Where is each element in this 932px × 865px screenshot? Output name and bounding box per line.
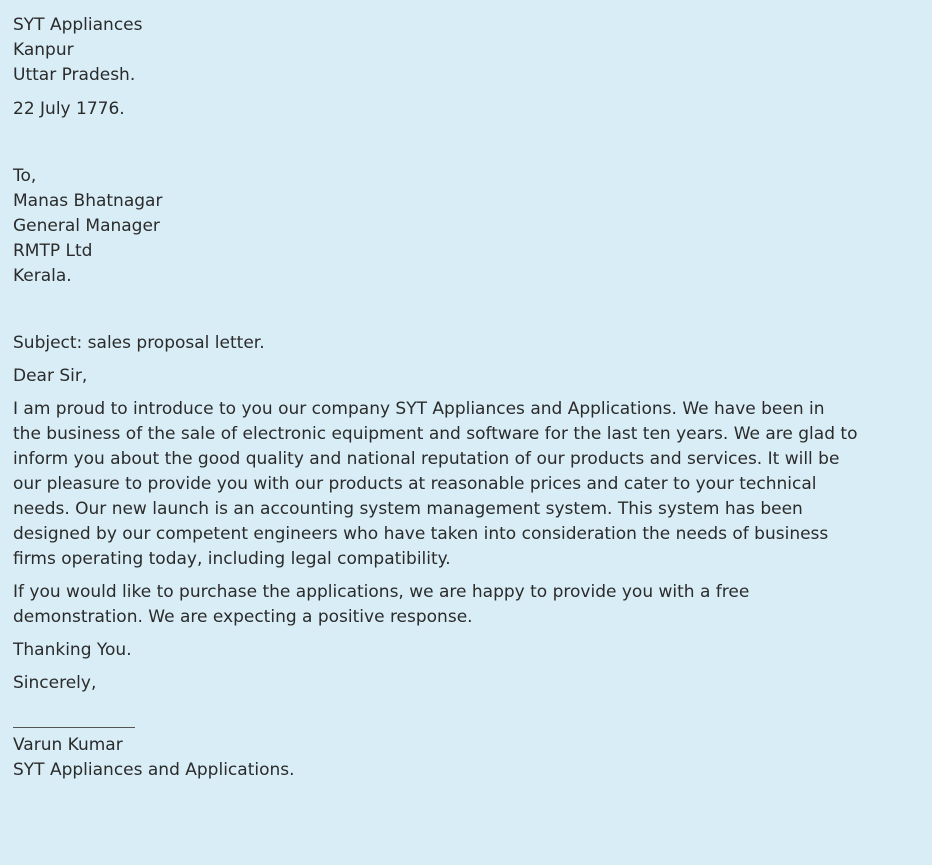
- recipient-company: RMTP Ltd: [13, 241, 93, 261]
- letter-date: 22 July 1776.: [13, 99, 125, 119]
- sign-off: Sincerely,: [13, 673, 97, 693]
- recipient-location: Kerala.: [13, 266, 72, 286]
- sender-address: [13, 13, 919, 88]
- body-line: I am proud to introduce to you our company SYT Appliances and Applications. We have been in: [13, 399, 825, 419]
- sender-city: Kanpur: [13, 40, 74, 60]
- body-line: firms operating today, including legal compatibility.: [13, 549, 451, 569]
- body-line: demonstration. We are expecting a positive response.: [13, 607, 473, 627]
- letter-greeting: Dear Sir,: [13, 366, 88, 386]
- recipient-name: Manas Bhatnagar: [13, 191, 163, 211]
- signature-block: [13, 733, 919, 783]
- letter-subject: Subject: sales proposal letter.: [13, 333, 265, 353]
- body-line: needs. Our new launch is an accounting system management system. This system has been: [13, 499, 803, 519]
- body-line: designed by our competent engineers who have taken into consideration the needs of business: [13, 524, 829, 544]
- sender-name: SYT Appliances: [13, 15, 143, 35]
- body-paragraph-1: [13, 397, 893, 572]
- body-line: If you would like to purchase the applications, we are happy to provide you with a free: [13, 582, 750, 602]
- sender-state: Uttar Pradesh.: [13, 65, 136, 85]
- recipient-title: General Manager: [13, 216, 160, 236]
- body-line: inform you about the good quality and national reputation of our products and services. It will be: [13, 449, 840, 469]
- recipient-address: [13, 164, 919, 289]
- thanks-line: Thanking You.: [13, 640, 132, 660]
- recipient-to: To,: [13, 166, 37, 186]
- signature-name: Varun Kumar: [13, 735, 123, 755]
- signature-line: [13, 713, 135, 728]
- body-line: our pleasure to provide you with our products at reasonable prices and cater to your technical: [13, 474, 817, 494]
- signature-company: SYT Appliances and Applications.: [13, 760, 295, 780]
- body-line: the business of the sale of electronic equipment and software for the last ten years. We are glad to: [13, 424, 858, 444]
- body-paragraph-2: [13, 580, 893, 630]
